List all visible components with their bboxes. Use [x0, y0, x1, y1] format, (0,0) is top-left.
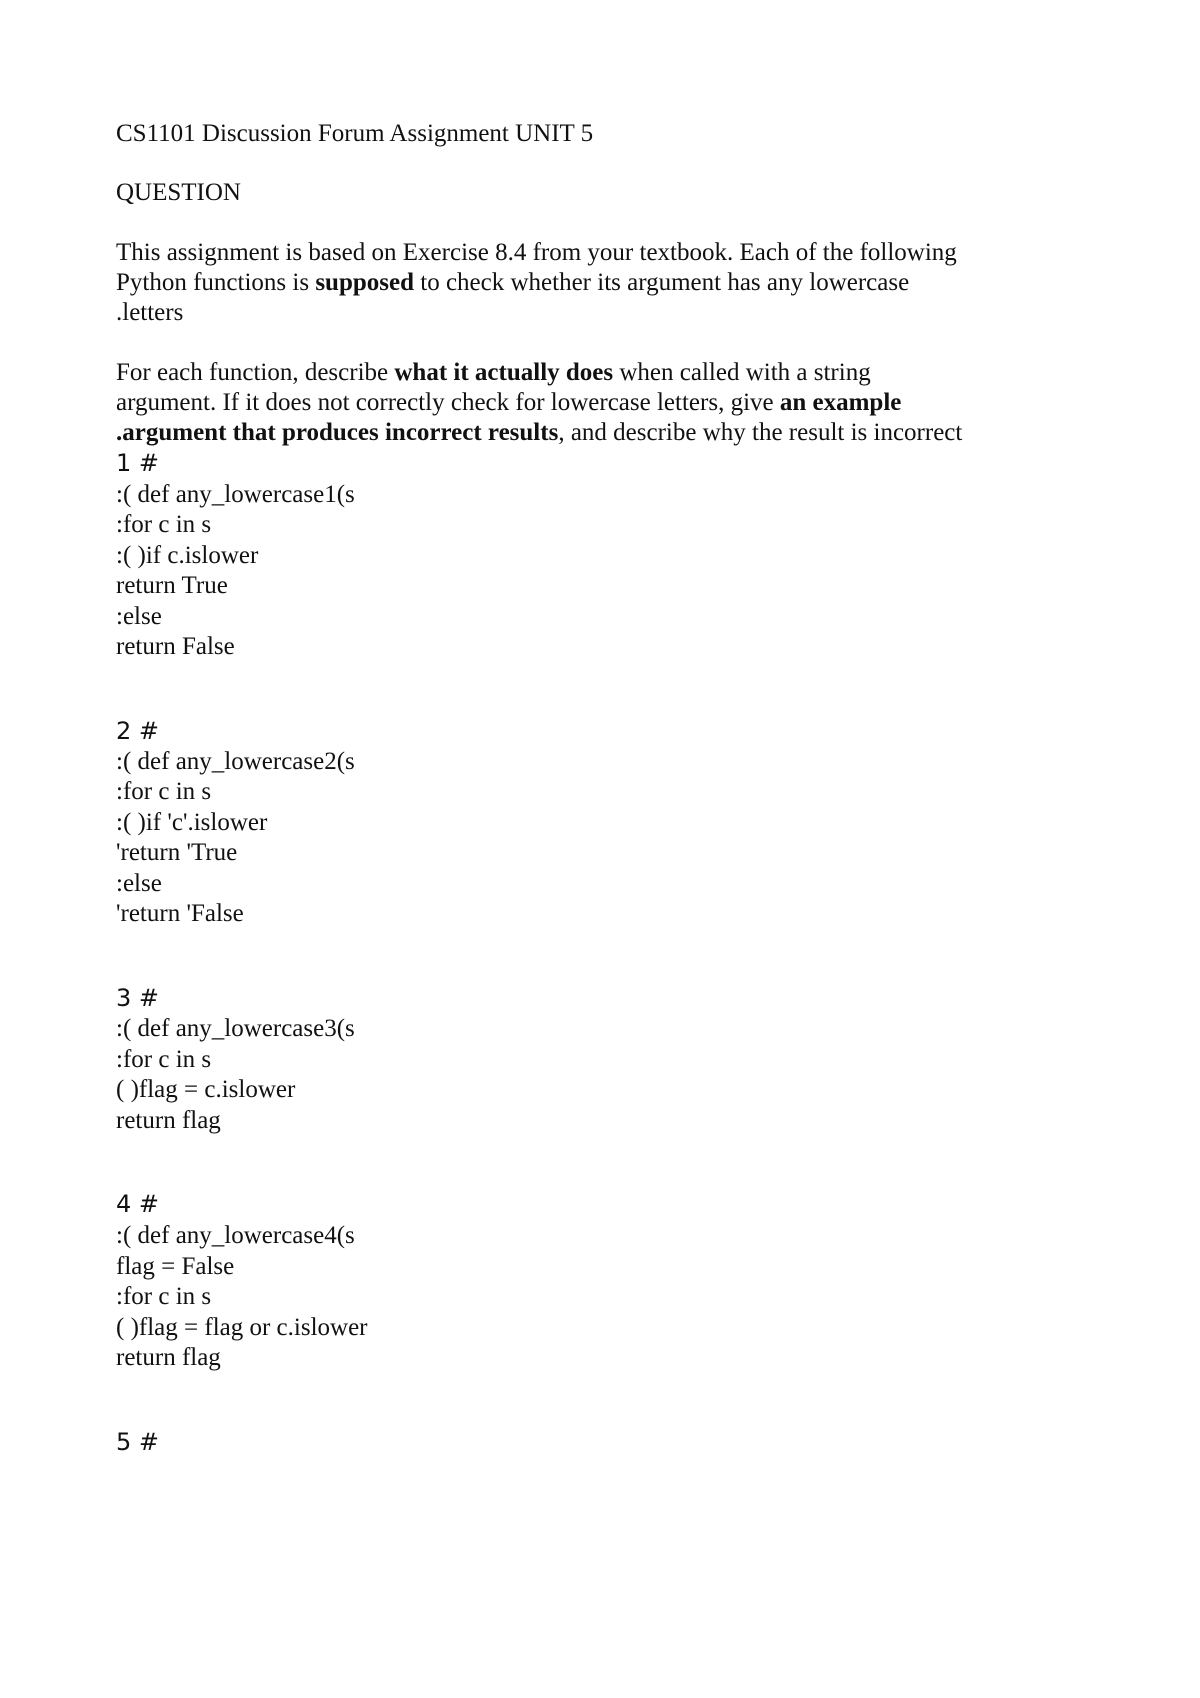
function-1-line-1: :( def any_lowercase1(s: [116, 481, 355, 508]
instructions-an-example: an example: [779, 389, 902, 416]
function-1-line-6: return False: [116, 633, 235, 660]
function-4-line-4: ( )flag = flag or c.islower: [116, 1314, 368, 1341]
intro-line-1: This assignment is based on Exercise 8.4 from your textbook. Each of the following: [116, 239, 957, 266]
function-1-line-2: :for c in s: [116, 511, 212, 538]
function-1-line-4: return True: [116, 572, 228, 599]
intro-line-3: .letters: [116, 299, 184, 326]
function-2-line-1: :( def any_lowercase2(s: [116, 748, 355, 775]
function-4-line-3: :for c in s: [116, 1283, 212, 1310]
function-3-line-4: return flag: [116, 1107, 221, 1134]
function-2-line-3: :( )if 'c'.islower: [116, 809, 268, 836]
function-2-line-5: :else: [116, 870, 162, 897]
function-4-line-5: return flag: [116, 1344, 221, 1371]
function-3-line-3: ( )flag = c.islower: [116, 1076, 296, 1103]
function-3-line-1: :( def any_lowercase3(s: [116, 1015, 355, 1042]
function-1-label: 1 #: [116, 449, 160, 477]
function-5-label: 5 #: [116, 1428, 160, 1456]
instructions-line-3: [116, 418, 962, 448]
function-1-line-3: :( )if c.islower: [116, 542, 259, 569]
function-1-line-5: :else: [116, 603, 162, 630]
instructions-line-3-b: , and describe why the result is incorrect: [558, 419, 963, 446]
instructions-line-1: [116, 358, 871, 388]
instructions-line-1-a: For each function, describe: [116, 359, 395, 386]
function-4-line-2: flag = False: [116, 1253, 235, 1280]
function-3-line-2: :for c in s: [116, 1046, 212, 1073]
function-4-line-1: :( def any_lowercase4(s: [116, 1222, 355, 1249]
instructions-what-it-does: what it actually does: [394, 359, 614, 386]
question-heading: QUESTION: [116, 179, 241, 206]
intro-line-2-a: Python functions is: [116, 269, 316, 296]
instructions-line-2-a: argument. If it does not correctly check for lowercase letters, give: [116, 389, 780, 416]
instructions-line-1-c: when called with a string: [613, 359, 871, 386]
function-4-label: 4 #: [116, 1190, 160, 1218]
function-2-line-6: 'return 'False: [116, 900, 244, 927]
instructions-line-2: [116, 388, 901, 418]
function-3-label: 3 #: [116, 984, 160, 1012]
function-2-line-4: 'return 'True: [116, 839, 238, 866]
instructions-incorrect-results: .argument that produces incorrect results: [116, 419, 559, 446]
document-title: CS1101 Discussion Forum Assignment UNIT 5: [116, 120, 594, 147]
function-2-label: 2 #: [116, 717, 160, 745]
intro-line-2-c: to check whether its argument has any lowercase: [414, 269, 910, 296]
function-2-line-2: :for c in s: [116, 778, 212, 805]
intro-line-2: [116, 268, 909, 298]
intro-supposed: supposed: [315, 269, 414, 296]
